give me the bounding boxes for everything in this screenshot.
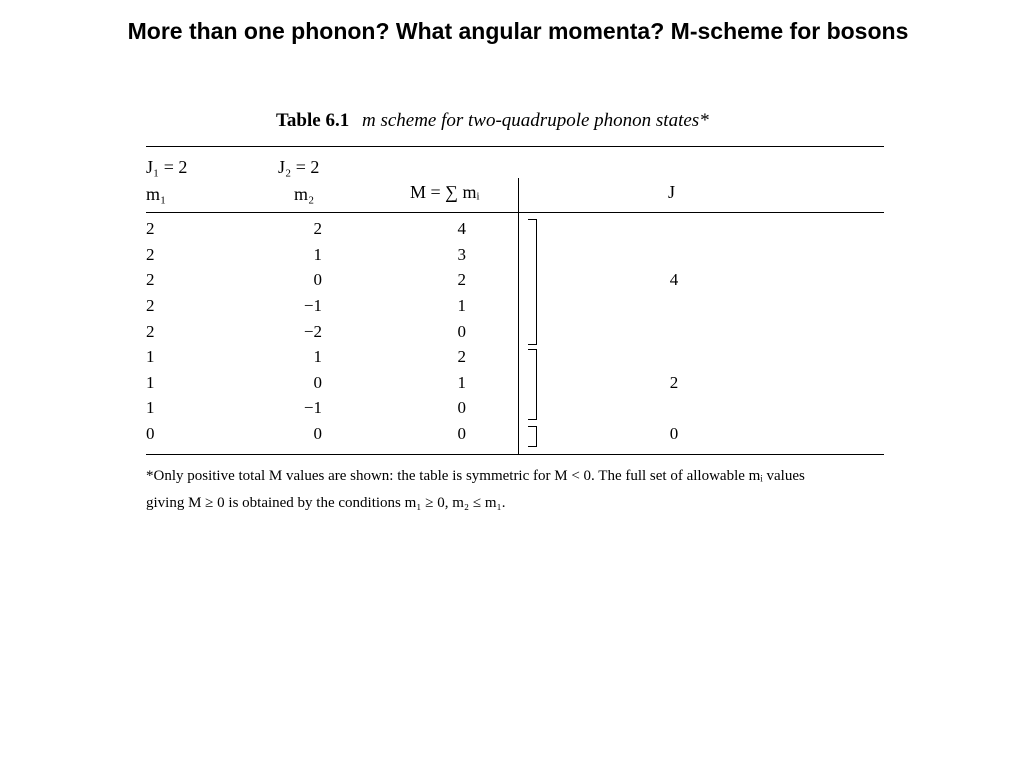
cell-m1: 1: [146, 373, 155, 392]
cell-m2: 1: [313, 245, 322, 264]
j-value: 2: [669, 373, 679, 392]
cell-m1: 2: [146, 245, 155, 264]
cell-m1: 1: [146, 398, 155, 417]
cell-M: 0: [457, 424, 466, 443]
table-row: [0, 424, 1024, 450]
cell-m2: 0: [313, 270, 322, 289]
cell-M: 1: [457, 296, 466, 315]
cell-M: 3: [457, 245, 466, 264]
j-group-bracket: [528, 349, 537, 420]
table-row: [0, 219, 1024, 245]
table-row: [0, 270, 1024, 296]
header-M-sum: M = ∑ mᵢ: [410, 182, 480, 202]
cell-M: 4: [457, 219, 466, 238]
cell-m2: 1: [313, 347, 322, 366]
header-J: J: [668, 182, 676, 202]
j-group-bracket: [528, 219, 537, 345]
table-row: [0, 398, 1024, 424]
j-value: 0: [669, 424, 679, 443]
cell-M: 0: [457, 398, 466, 417]
header-j2: J₂ = 2: [278, 157, 320, 177]
cell-M: 1: [457, 373, 466, 392]
cell-m2: −1: [303, 296, 322, 315]
cell-m1: 1: [146, 347, 155, 366]
table-row: [0, 322, 1024, 348]
cell-m1: 2: [146, 270, 155, 289]
cell-m1: 2: [146, 296, 155, 315]
cell-M: 2: [457, 270, 466, 289]
header-m1: m₁: [146, 184, 167, 204]
cell-m2: 2: [313, 219, 322, 238]
table-row: [0, 347, 1024, 373]
table-row: [0, 373, 1024, 399]
table-footnote-line-2: giving M ≥ 0 is obtained by the conditions m₁ ≥ 0, m₂ ≤ m₁.: [146, 495, 506, 511]
cell-m2: 0: [313, 424, 322, 443]
cell-m2: −1: [303, 398, 322, 417]
table-footnote-line-1: *Only positive total M values are shown: the table is symmetric for M < 0. The full set of allowable mᵢ values: [146, 468, 805, 484]
header-m2: m₂: [294, 184, 315, 204]
table-row: [0, 296, 1024, 322]
j-value: 4: [669, 270, 679, 289]
table-row: [0, 245, 1024, 271]
slide-title: More than one phonon? What angular momenta? M-scheme for bosons: [127, 18, 909, 44]
table-caption-text: m scheme for two-quadrupole phonon states*: [361, 110, 709, 131]
cell-M: 2: [457, 347, 466, 366]
table-caption-label: Table 6.1: [276, 110, 350, 131]
header-j1: J₁ = 2: [146, 157, 188, 177]
cell-m2: −2: [303, 322, 322, 341]
cell-m1: 2: [146, 322, 155, 341]
cell-m1: 2: [146, 219, 155, 238]
j-group-bracket: [528, 426, 537, 447]
cell-m2: 0: [313, 373, 322, 392]
cell-m1: 0: [146, 424, 155, 443]
cell-M: 0: [457, 322, 466, 341]
